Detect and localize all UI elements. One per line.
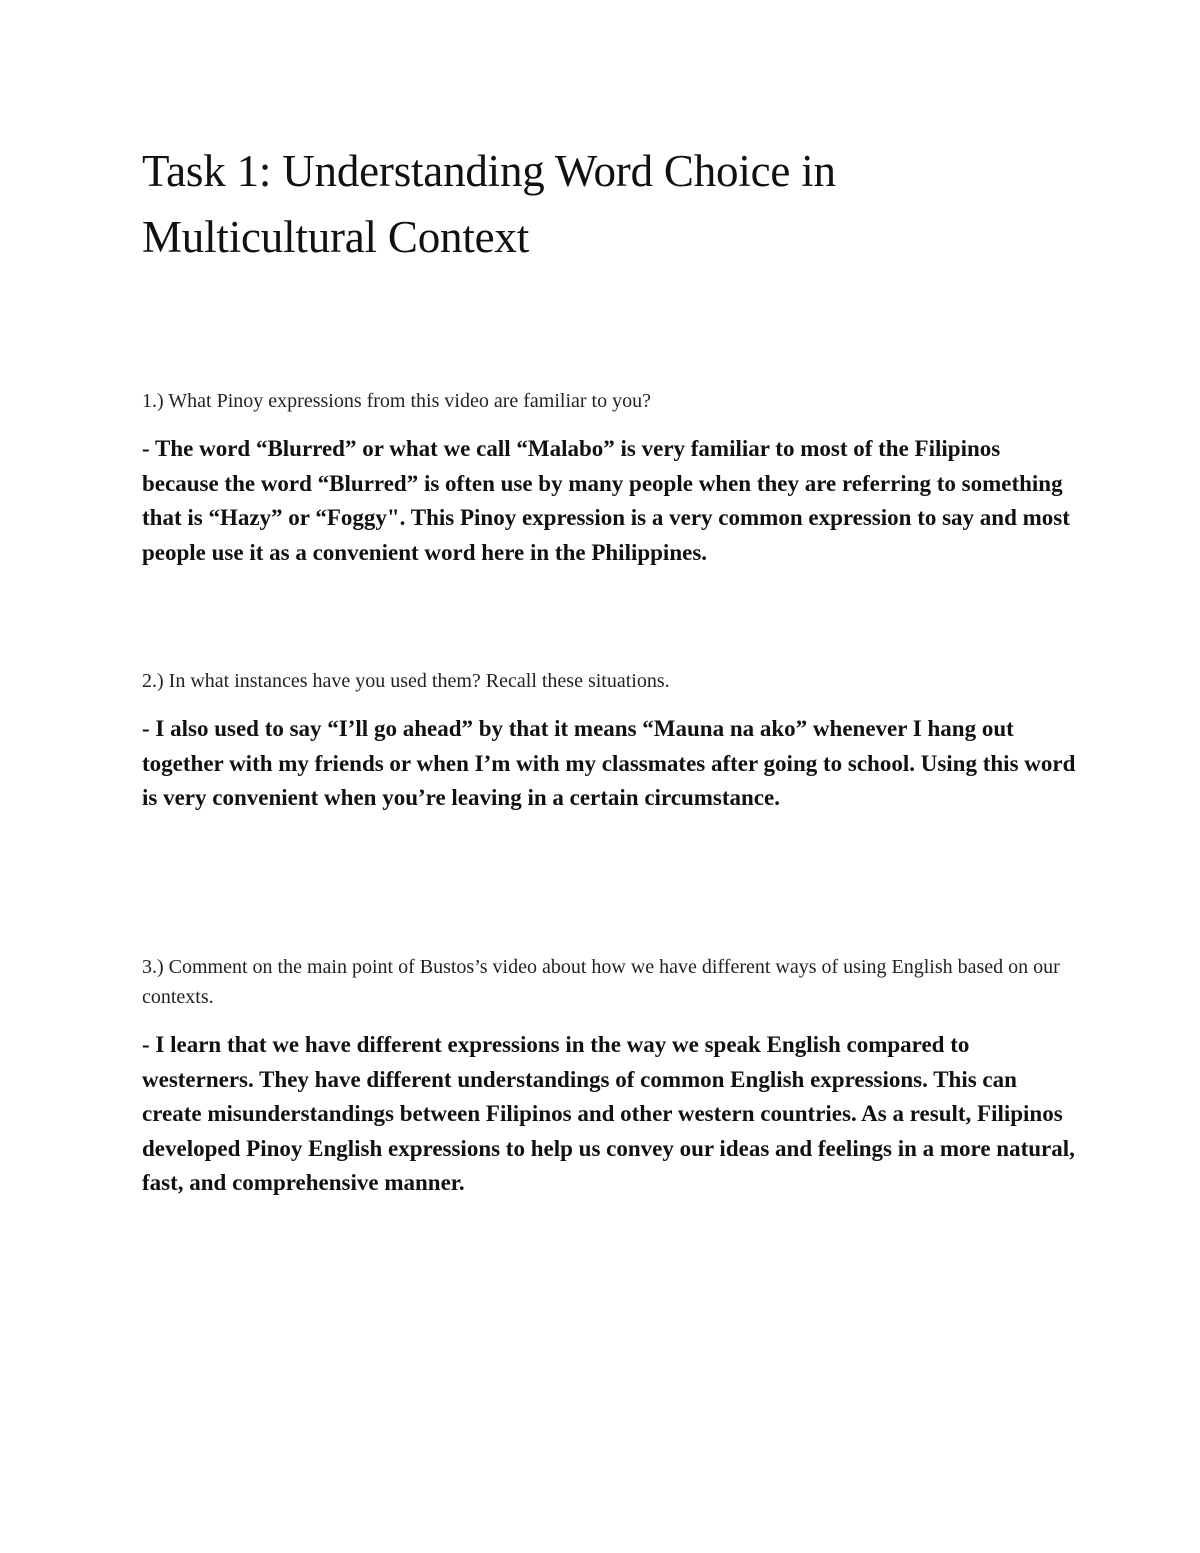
answer-2: - I also used to say “I’ll go ahead” by that it means “Mauna na ako” whenever I hang out together with my friends or when I’m with my classmates after going to school. Using this word is very convenient when you’re leaving in a certain circumstance. [142, 716, 1076, 810]
document-title: Task 1: Understanding Word Choice in Multicultural Context [142, 146, 836, 262]
question-3: 3.) Comment on the main point of Bustos’s video about how we have different ways of using English based on our contexts. [142, 956, 1060, 1008]
answer-3: - I learn that we have different expressions in the way we speak English compared to westerners. They have different understandings of common English expressions. This can create misunderstandings between Filipinos and other western countries. As a result, Filipinos developed Pinoy English expressions to help us convey our ideas and feelings in a more natural, fast, and comprehensive manner. [142, 1032, 1075, 1195]
question-1: 1.) What Pinoy expressions from this video are familiar to you? [142, 390, 651, 412]
answer-1: - The word “Blurred” or what we call “Malabo” is very familiar to most of the Filipinos because the word “Blurred” is often use by many people when they are referring to something that is “Hazy” or “Foggy". This Pinoy expression is a very common expression to say and most people use it as a convenient word here in the Philippines. [142, 436, 1070, 565]
question-2: 2.) In what instances have you used them? Recall these situations. [142, 670, 670, 692]
